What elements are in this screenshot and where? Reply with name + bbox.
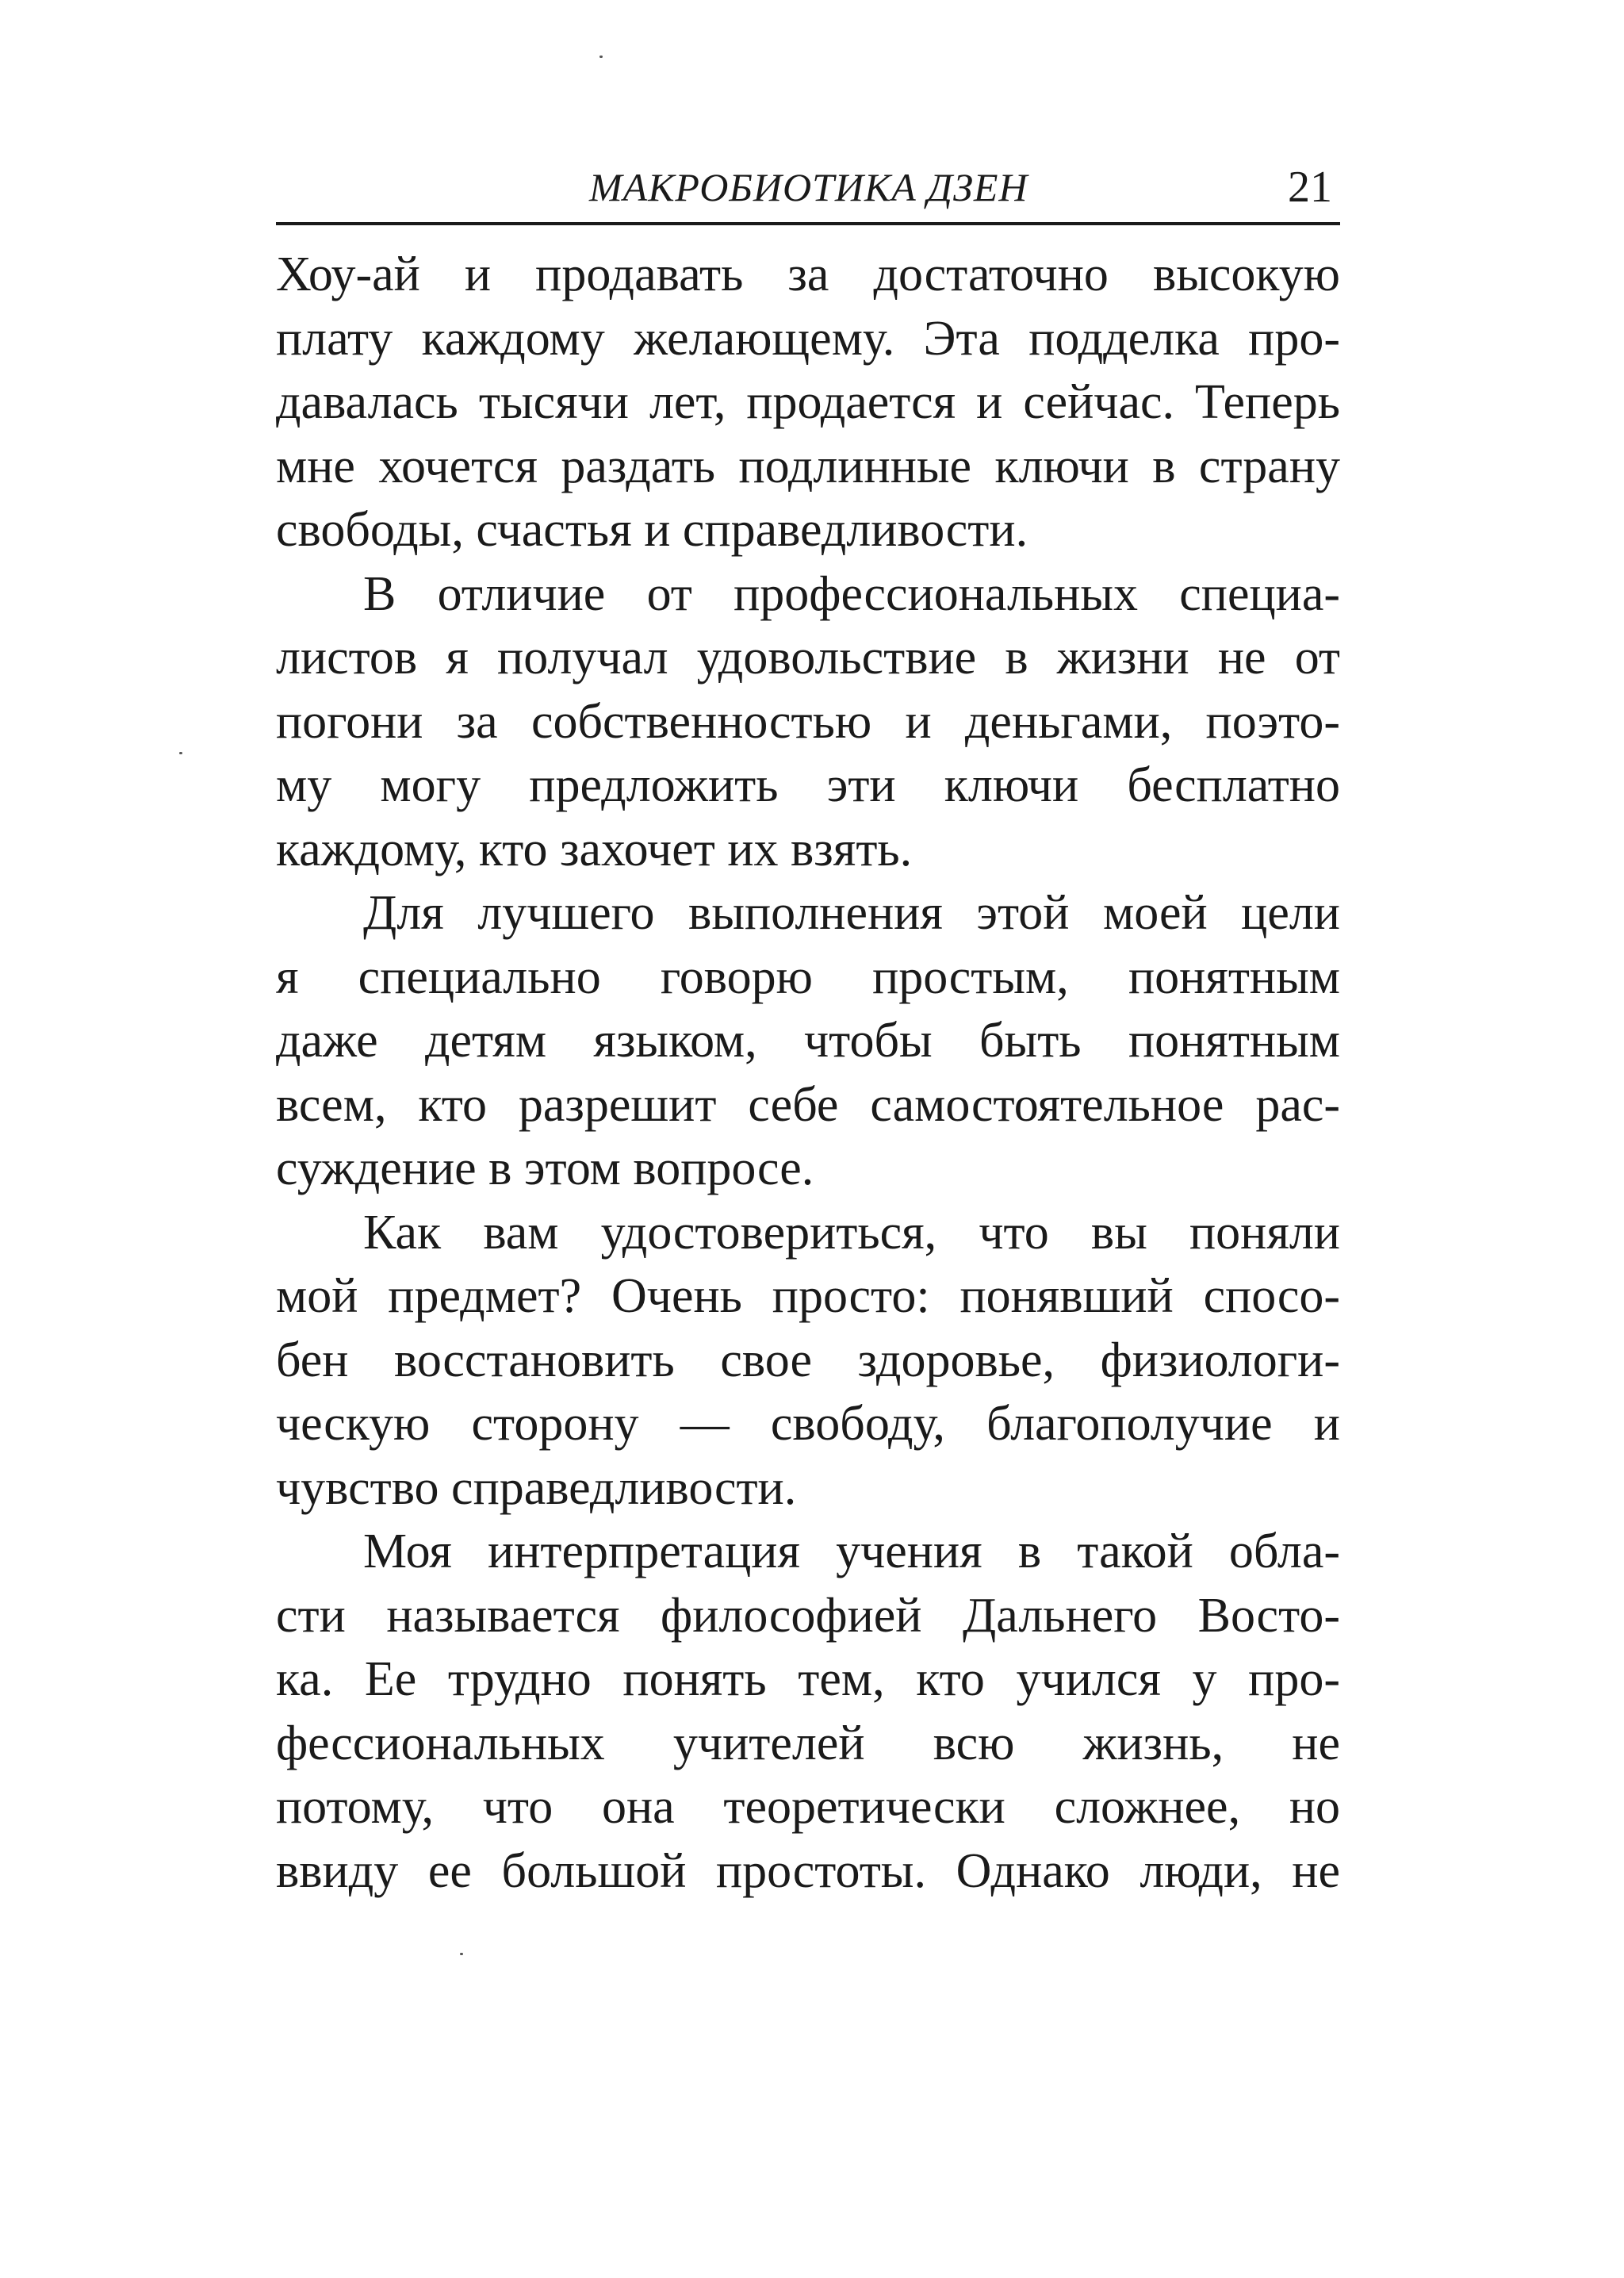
text-line: плату каждому желающему. Эта подделка про- xyxy=(276,311,1340,366)
text-line: Хоу-ай и продавать за достаточно высокую xyxy=(276,247,1340,301)
body-text xyxy=(276,243,1340,1903)
text-line: свободы, счастья и справедливости. xyxy=(276,503,1028,557)
running-title: МАКРОБИОТИКА ДЗЕН xyxy=(589,165,1028,209)
scan-speck-top xyxy=(599,56,603,58)
paragraph-5 xyxy=(276,1520,1340,1903)
text-line: му могу предложить эти ключи бесплатно xyxy=(276,758,1340,812)
paragraph-3 xyxy=(276,881,1340,1201)
text-line: мне хочется раздать подлинные ключи в страну xyxy=(276,439,1340,493)
text-line: листов я получал удовольствие в жизни не от xyxy=(276,631,1340,685)
page-number: 21 xyxy=(1288,163,1332,212)
text-line: даже детям языком, чтобы быть понятным xyxy=(276,1014,1340,1068)
text-line: суждение в этом вопросе. xyxy=(276,1141,814,1195)
scan-speck-margin xyxy=(179,752,182,754)
text-line: давалась тысячи лет, продается и сейчас. Теперь xyxy=(276,375,1340,429)
scan-speck-bottom xyxy=(460,1953,463,1955)
text-line: чувство справедливости. xyxy=(276,1460,797,1515)
text-line: В отличие от профессиональных специа- xyxy=(363,566,1340,621)
text-line: всем, кто разрешит себе самостоятельное рас- xyxy=(276,1077,1340,1132)
text-line: потому, что она теоретически сложнее, но xyxy=(276,1780,1340,1834)
text-line: Как вам удостовериться, что вы поняли xyxy=(363,1205,1340,1260)
text-line: каждому, кто захочет их взять. xyxy=(276,822,913,876)
text-line: ввиду ее большой простоты. Однако люди, не xyxy=(276,1843,1340,1898)
text-line: мой предмет? Очень просто: понявший спосо- xyxy=(276,1269,1340,1323)
paragraph-2 xyxy=(276,562,1340,882)
text-line: фессиональных учителей всю жизнь, не xyxy=(276,1716,1340,1770)
text-line: сти называется философией Дальнего Восто- xyxy=(276,1588,1340,1643)
running-header xyxy=(276,159,1340,225)
text-line: ческую сторону — свободу, благополучие и xyxy=(276,1397,1340,1451)
paragraph-1 xyxy=(276,243,1340,562)
text-line: погони за собственностью и деньгами, поэто- xyxy=(276,694,1340,749)
text-line: Моя интерпретация учения в такой обла- xyxy=(363,1524,1340,1578)
text-line: Для лучшего выполнения этой моей цели xyxy=(363,886,1340,940)
paragraph-4 xyxy=(276,1201,1340,1521)
text-line: бен восстановить свое здоровье, физиологи- xyxy=(276,1333,1340,1387)
text-line: ка. Ее трудно понять тем, кто учился у про- xyxy=(276,1652,1340,1706)
text-line: я специально говорю простым, понятным xyxy=(276,949,1340,1004)
